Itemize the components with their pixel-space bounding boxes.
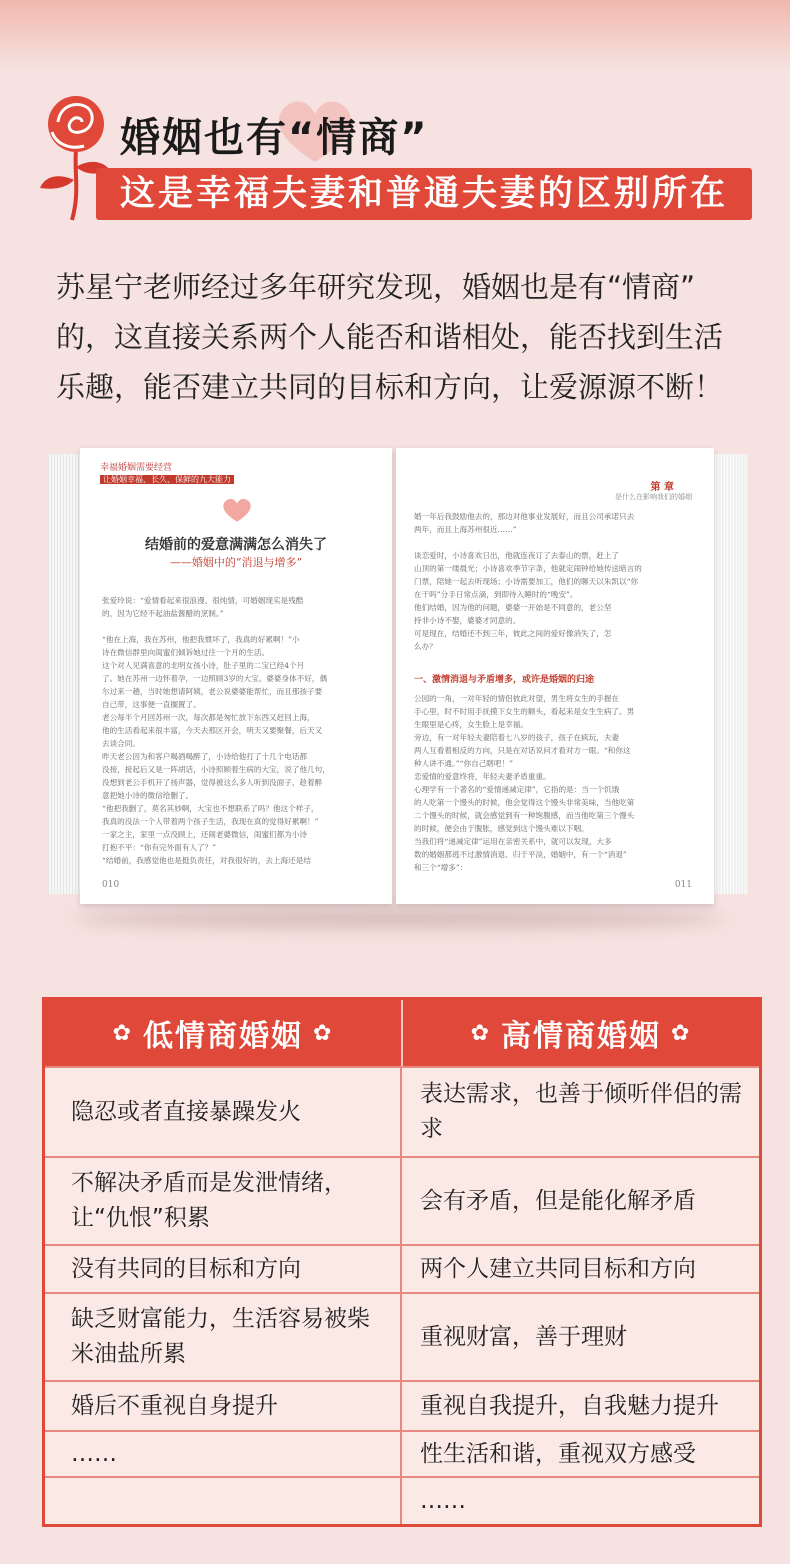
table-row: [45, 1292, 759, 1380]
table-header: [45, 1000, 759, 1066]
page-text-line: 诗在微信群里向闺蜜们倾诉她过往一个月的生活。: [102, 648, 270, 657]
flower-icon: ✿: [313, 1020, 334, 1046]
page-edges-right: [708, 454, 748, 894]
page-text-line: 一家之主，家里一点没顾上，还闹老婆微信，闺蜜们都为小诗: [102, 830, 308, 839]
book-page-right: [396, 448, 714, 904]
page-text-line: 的，因为它经不起油盐酱醋的烹制。”: [102, 609, 224, 618]
page-text-line: 生眼里是心疼，女生脸上是幸福。: [414, 720, 528, 729]
page-number: 010: [102, 880, 120, 890]
table-row: [45, 1380, 759, 1430]
page-text-line: 他们结婚，因为他的问题，婆婆一开始是不同意的，老公坚: [414, 603, 612, 612]
intro-paragraph: [56, 262, 746, 412]
page-text-line: 没想到老公手机开了扬声器，觉得被这么多人听到没面子，趁着醉: [102, 778, 323, 787]
high-eq-cell: 性生活和谐，重视双方感受: [420, 1440, 696, 1467]
page-text-line: 尔过来一趟，当时她想请阿姨，老公说婆婆能帮忙，而且那孩子要: [102, 687, 323, 696]
page-text-line: 二个馒头的时候，就会感觉到有一种饱腹感，而当他吃第三个馒头: [414, 811, 635, 820]
high-eq-cell: 表达需求，也善于倾听伴侣的需求: [420, 1081, 742, 1142]
comparison-table: [42, 997, 762, 1527]
high-eq-header-label: 高情商婚姻: [501, 1019, 661, 1054]
running-head-title: 幸福婚姻需要经营: [100, 463, 173, 473]
page-text-line: [102, 620, 330, 633]
table-row: [45, 1156, 759, 1244]
page-text-line: 旁边，有一对年轻夫妻陪着七八岁的孩子，孩子在疯玩，夫妻: [414, 733, 620, 742]
high-eq-cell: ……: [420, 1487, 466, 1514]
book-page-left: [80, 448, 392, 904]
page-text-line: 门票，陪她一起去听现场；小诗需要加工，他们的聊天以朱凯以“你: [414, 577, 639, 586]
page-text-line: 当我们将“递减定律”运用在亲密关系中，就可以发现，大多: [414, 837, 612, 846]
chapter-title: 结婚前的爱意满满怎么消失了: [145, 537, 327, 553]
chapter-label: 第 章: [650, 482, 674, 493]
page-text-line: 了。她在苏州一边怀着孕，一边照顾3岁的大宝。婆婆身体不好，偶: [102, 674, 328, 683]
page-text-line: 打抱不平：“你有完外面有人了？”: [102, 843, 217, 852]
page-text-line: 去谈合同。: [102, 739, 140, 748]
intro-line: 苏星宁老师经过多年研究发现，婚姻也是有“情商”: [56, 270, 696, 304]
flower-icon: ✿: [112, 1020, 133, 1046]
low-eq-cell: 缺乏财富能力，生活容易被柴米油盐所累: [45, 1294, 402, 1380]
flower-icon: ✿: [470, 1020, 491, 1046]
page-text-line: 心理学有一个著名的“爱情递减定律”，它指的是：当一个饥饿: [414, 785, 620, 794]
page-text-line: 婚一年后我鼓励他去的，那边对他事业发展好，而且公司承诺只去: [414, 512, 635, 521]
page-text-line: 张爱玲说：“爱情看起来很浪漫、很纯情，可婚姻现实是残酷: [102, 596, 304, 605]
low-eq-header: [45, 1000, 403, 1066]
page-text-line: 的时候，便会由于腹胀，感觉到这个馒头难以下咽。: [414, 824, 589, 833]
low-eq-cell: 隐忍或者直接暴躁发火: [45, 1068, 402, 1156]
page-text-line: 的人吃第一个馒头的时候，他会觉得这个馒头非常美味，当他吃第: [414, 798, 635, 807]
page-body-text: [102, 594, 330, 867]
high-eq-header: [403, 1000, 759, 1066]
high-eq-cell: 重视财富，善于理财: [420, 1323, 627, 1350]
headline-banner: 这是幸福夫妻和普通夫妻的区别所在: [96, 168, 752, 220]
page-text-line: 两人互看着相反的方向，只是在对话说问才看对方一眼。“和你这: [414, 746, 631, 755]
low-eq-cell: 没有共同的目标和方向: [45, 1246, 402, 1292]
table-row: [45, 1430, 759, 1476]
low-eq-cell: ……: [45, 1432, 402, 1476]
chapter-label-sub: 是什么在影响我们的婚姻: [615, 493, 692, 501]
table-row: [45, 1476, 759, 1524]
page-text-line: 两年，而且上海苏州很近……”: [414, 525, 517, 534]
page-text-line: 自己带，这事便一直搁置了。: [102, 700, 201, 709]
page-text-line: 种人讲不通。”“你自己瞎吧！”: [414, 759, 513, 768]
high-eq-cell: 会有矛盾，但是能化解矛盾: [420, 1187, 696, 1214]
low-eq-cell: [45, 1478, 402, 1524]
page-body-text: [414, 510, 642, 653]
table-row: [45, 1066, 759, 1156]
page-number: 011: [674, 880, 692, 890]
table-row: [45, 1244, 759, 1292]
page-text-line: 谈恋爱时，小诗喜欢日出，他就连夜订了去泰山的票，赶上了: [414, 551, 620, 560]
headline: 婚姻也有“情商”: [120, 106, 429, 163]
page-text-line: 没接，接起后又是一阵胡话，小诗照顾着生病的大宝，说了他几句，: [102, 765, 330, 774]
page-text-line: “他把我删了，莫名其妙啊，大宝也不想联系了吗？他这个样子，: [102, 804, 319, 813]
page-text-line: 么办？: [414, 642, 437, 651]
top-gradient-band: [0, 0, 790, 70]
section-title: 一、激情消退与矛盾增多，或许是婚姻的归途: [414, 675, 595, 685]
page-text-line: 这个对人见满喜意的北明女孩小诗，肚子里的二宝已经4个月: [102, 661, 305, 670]
page-text-line: 可是现在，结婚还不到三年，彼此之间的爱好像消失了，怎: [414, 629, 612, 638]
page-text-line: 山顶的第一缕晨光；小诗喜欢季节字条，他就定闹钟给她传送暗言的: [414, 564, 642, 573]
page-text-line: 手心里，时不时用手抚摸下女生的额头，看起来是女生生病了。男: [414, 707, 635, 716]
page-body-text: [414, 692, 634, 874]
book-shadow: [74, 908, 724, 928]
flower-icon: ✿: [671, 1020, 692, 1046]
low-eq-cell: 婚后不重视自身提升: [45, 1382, 402, 1430]
page-text-line: “他在上海，我在苏州，他把我惯坏了，我真的好累啊！”小: [102, 635, 300, 644]
page-text-line: “结婚前，我感觉他也是挺负责任，对我很好的，去上海还是结: [102, 856, 311, 865]
page-text-line: 他的生活看起来很丰富，今天去那区开会，明天又要聚餐，后天又: [102, 726, 323, 735]
heart-icon: [220, 496, 254, 524]
intro-line: 的，这直接关系两个人能否和谐相处，能否找到生活: [56, 320, 724, 354]
page-text-line: [414, 536, 642, 549]
page-text-line: 我真的没法一个人带着两个孩子生活，我现在真的觉得好累啊！”: [102, 817, 319, 826]
low-eq-cell: 不解决矛盾而是发泄情绪，让“仇恨”积累: [45, 1158, 402, 1244]
page-text-line: 数的婚姻都逃不过激情消退、归于平淡，婚姻中，有一个“消退”: [414, 850, 627, 859]
high-eq-cell: 两个人建立共同目标和方向: [420, 1255, 696, 1282]
page-text-line: 恋爱情的爱意终将，年轻夫妻矛盾重重。: [414, 772, 551, 781]
intro-line: 乐趣，能否建立共同的目标和方向，让爱源源不断！: [56, 370, 724, 404]
page-text-line: 昨天老公因为和客户喝酒喝醉了，小诗给他打了十几个电话都: [102, 752, 308, 761]
chapter-subtitle: ——婚姻中的“消退与增多”: [169, 556, 303, 569]
open-book-image: [44, 438, 750, 918]
low-eq-header-label: 低情商婚姻: [143, 1019, 303, 1054]
page-text-line: 公园的一角，一对年轻的情侣彼此对望，男生将女生的手握在: [414, 694, 620, 703]
page-text-line: 持非小诗不娶，婆婆才同意的。: [414, 616, 521, 625]
page-text-line: 老公每半个月回苏州一次，每次都是匆忙放下东西又赶回上海，: [102, 713, 315, 722]
page-text-line: 在干吗”分手日常点滴，到即待入睡时的“晚安”。: [414, 590, 578, 599]
running-head: [100, 462, 234, 486]
running-head-tag: 让婚姻幸福、长久、保鲜的九大能力: [100, 475, 234, 484]
page-text-line: 意把她小诗的微信给删了。: [102, 791, 194, 800]
page-text-line: 和三个“增多”：: [414, 863, 468, 872]
high-eq-cell: 重视自我提升，自我魅力提升: [420, 1392, 719, 1419]
